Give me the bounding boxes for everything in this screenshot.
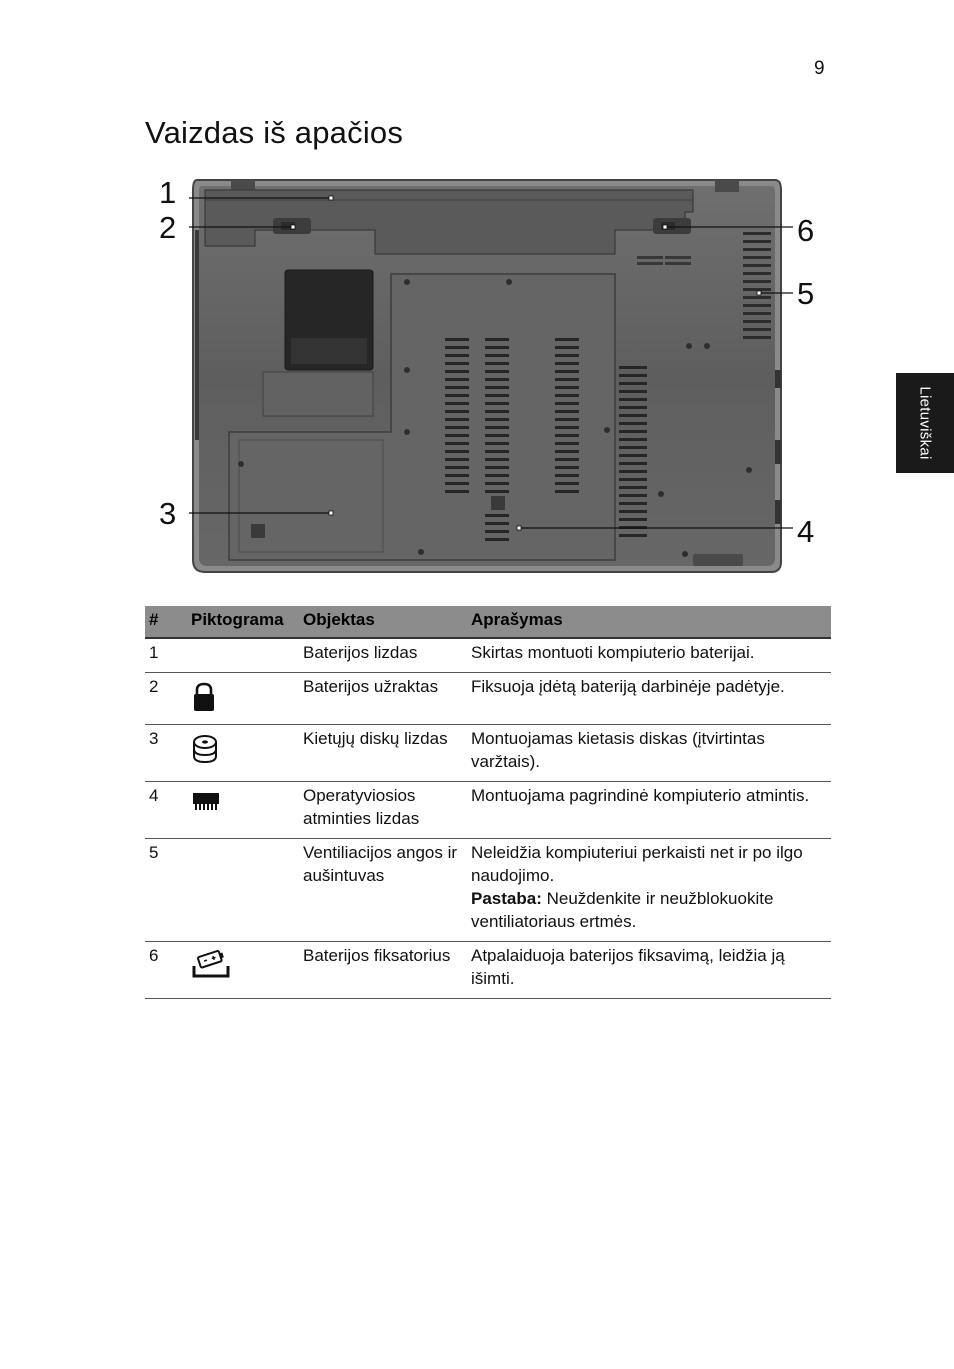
callout-4: 4 [797,514,815,549]
row-icon-empty [187,638,299,673]
row-number: 6 [145,942,187,999]
row-object: Baterijos lizdas [299,638,467,673]
language-side-tab [896,373,954,473]
row-description-text: Neleidžia kompiuteriui perkaisti net ir po ilgo naudojimo. [471,843,803,885]
memory-module-icon [191,790,221,812]
table-row [145,673,831,725]
table-header-row [145,606,831,638]
table-row [145,942,831,999]
callout-6: 6 [797,213,815,248]
callout-3: 3 [159,496,177,531]
header-num: # [145,606,187,638]
page-title: Vaizdas iš apačios [145,115,404,150]
row-object: Baterijos užraktas [299,673,467,725]
row-description: Montuojama pagrindinė kompiuterio atmintis. [467,782,831,839]
callout-5: 5 [797,276,815,311]
row-object: Operatyviosios atminties lizdas [299,782,467,839]
row-description: Montuojamas kietasis diskas (įtvirtintas varžtais). [467,725,831,782]
note-label: Pastaba: [471,889,542,908]
row-object: Baterijos fiksatorius [299,942,467,999]
page-number: 9 [814,58,825,79]
language-side-tab-label: Lietuviškai [916,386,934,460]
table-row [145,839,831,942]
row-number: 4 [145,782,187,839]
table-row [145,782,831,839]
components-table [145,606,831,999]
header-icon: Piktograma [187,606,299,638]
laptop-bottom-view-figure [145,170,835,590]
row-description [467,839,831,942]
row-description: Fiksuoja įdėtą bateriją darbinėje padėtyje. [467,673,831,725]
table-row [145,725,831,782]
row-object: Kietųjų diskų lizdas [299,725,467,782]
callout-1: 1 [159,175,177,210]
battery-release-icon [191,950,231,980]
row-description: Skirtas montuoti kompiuterio baterijai. [467,638,831,673]
row-object: Ventiliacijos angos ir aušintuvas [299,839,467,942]
header-object: Objektas [299,606,467,638]
callout-2: 2 [159,210,177,245]
note-text: Neuždenkite ir neužblokuokite ventiliatoriaus ertmės. [471,889,774,931]
laptop-bottom-illustration [145,170,835,590]
padlock-icon [191,681,217,713]
row-number: 1 [145,638,187,673]
row-description: Atpalaiduoja baterijos fiksavimą, leidžia ją išimti. [467,942,831,999]
table-row [145,638,831,673]
row-number: 5 [145,839,187,942]
hard-disk-icon [191,733,219,765]
row-icon-empty [187,839,299,942]
row-number: 3 [145,725,187,782]
row-number: 2 [145,673,187,725]
header-description: Aprašymas [467,606,831,638]
